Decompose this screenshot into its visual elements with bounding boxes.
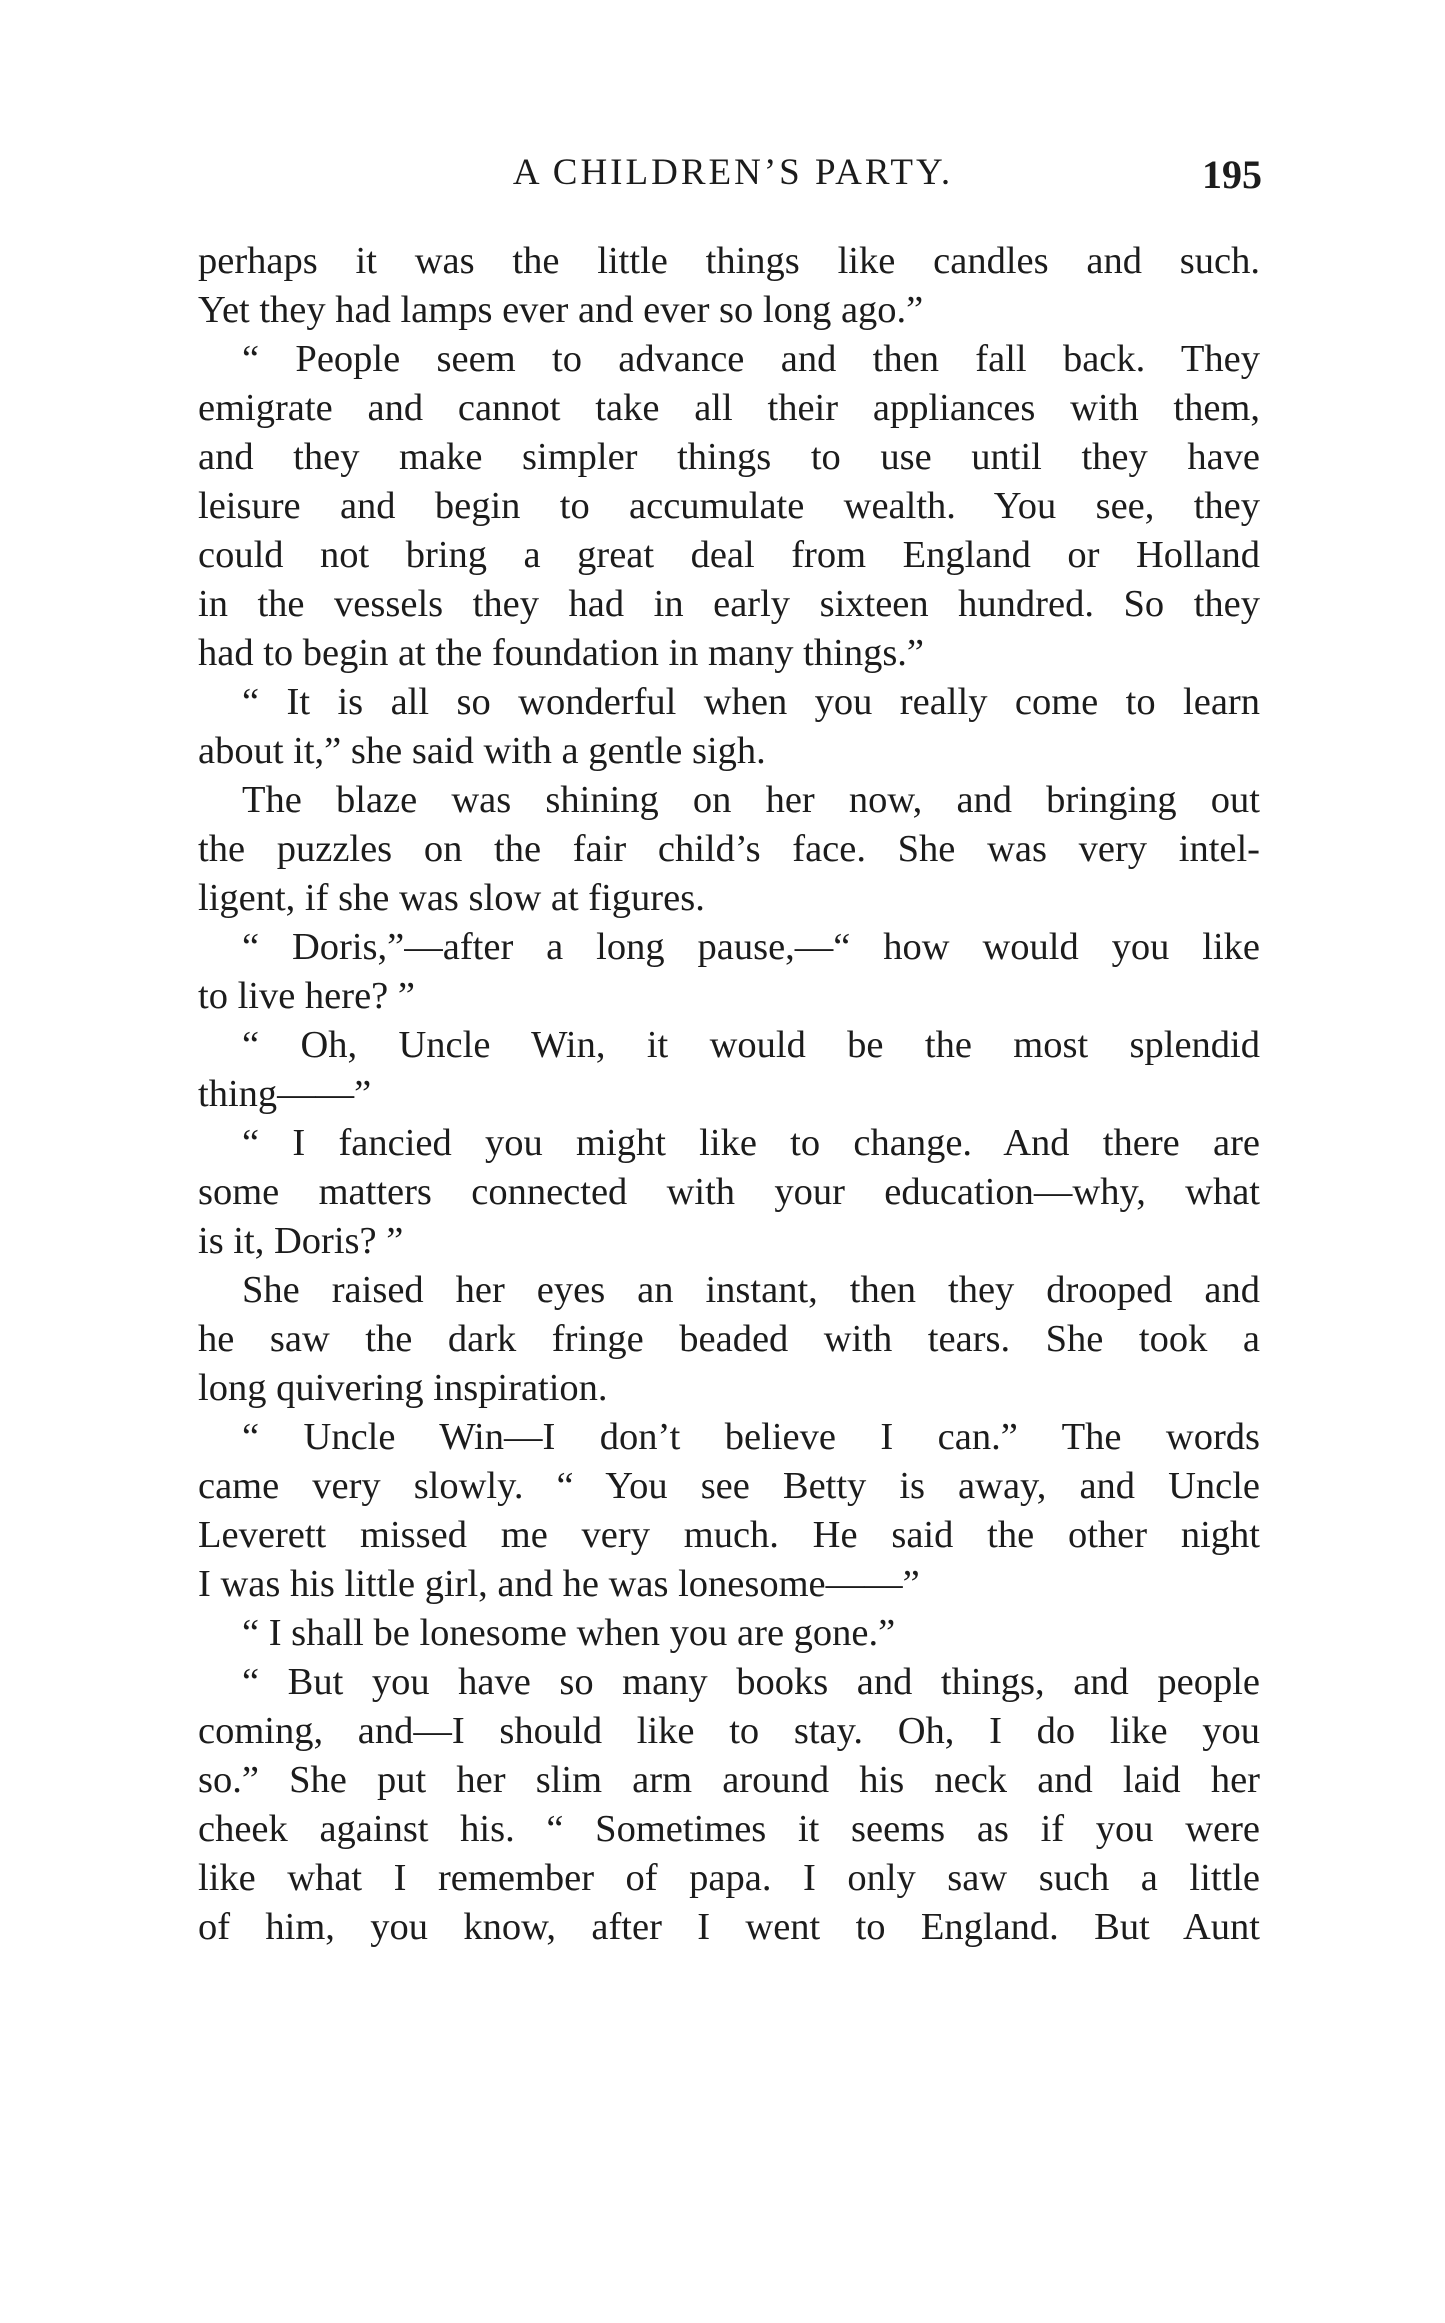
text-line: She raised her eyes an instant, then they drooped and — [242, 1269, 1260, 1311]
page-header — [198, 148, 1268, 198]
body-text — [198, 237, 1260, 1952]
text-line: the puzzles on the fair child’s face. She was very intel- — [198, 828, 1260, 870]
text-line: “ Oh, Uncle Win, it would be the most splendid — [242, 1024, 1260, 1066]
text-line: he saw the dark fringe beaded with tears. She took a — [198, 1318, 1260, 1360]
text-line: “ People seem to advance and then fall back. They — [242, 338, 1260, 380]
text-line: emigrate and cannot take all their appliances with them, — [198, 387, 1260, 429]
text-line: cheek against his. “ Sometimes it seems as if you were — [198, 1808, 1260, 1850]
text-line: had to begin at the foundation in many things.” — [198, 632, 925, 674]
running-title: A CHILDREN’S PARTY. — [512, 152, 954, 193]
text-line: of him, you know, after I went to England. But Aunt — [198, 1906, 1260, 1948]
text-line: in the vessels they had in early sixteen hundred. So they — [198, 583, 1260, 625]
text-line: perhaps it was the little things like candles and such. — [198, 240, 1260, 282]
text-line: some matters connected with your education—why, what — [198, 1171, 1260, 1213]
text-line: “ But you have so many books and things, and people — [242, 1661, 1260, 1703]
text-line: about it,” she said with a gentle sigh. — [198, 730, 766, 772]
text-line: “ Uncle Win—I don’t believe I can.” The words — [242, 1416, 1260, 1458]
text-line: Yet they had lamps ever and ever so long ago.” — [198, 289, 924, 331]
text-line: The blaze was shining on her now, and bringing out — [242, 779, 1260, 821]
text-line: and they make simpler things to use until they have — [198, 436, 1260, 478]
text-line: “ I fancied you might like to change. And there are — [242, 1122, 1260, 1164]
text-line: is it, Doris? ” — [198, 1220, 404, 1262]
text-line: coming, and—I should like to stay. Oh, I do like you — [198, 1710, 1260, 1752]
text-line: came very slowly. “ You see Betty is away, and Uncle — [198, 1465, 1260, 1507]
text-line: so.” She put her slim arm around his neck and laid her — [198, 1759, 1260, 1801]
text-line: thing——” — [198, 1073, 372, 1115]
text-line: like what I remember of papa. I only saw such a little — [198, 1857, 1260, 1899]
text-line: to live here? ” — [198, 975, 415, 1017]
text-line: ligent, if she was slow at figures. — [198, 877, 705, 919]
text-line: “ It is all so wonderful when you really come to learn — [242, 681, 1260, 723]
text-line: leisure and begin to accumulate wealth. You see, they — [198, 485, 1260, 527]
text-line: “ I shall be lonesome when you are gone.” — [242, 1612, 896, 1654]
text-line: Leverett missed me very much. He said the other night — [198, 1514, 1260, 1556]
page-number: 195 — [1202, 152, 1262, 197]
text-line: “ Doris,”—after a long pause,—“ how would you like — [242, 926, 1260, 968]
text-line: could not bring a great deal from England or Holland — [198, 534, 1260, 576]
text-line: I was his little girl, and he was lonesome——” — [198, 1563, 920, 1605]
text-line: long quivering inspiration. — [198, 1367, 608, 1409]
